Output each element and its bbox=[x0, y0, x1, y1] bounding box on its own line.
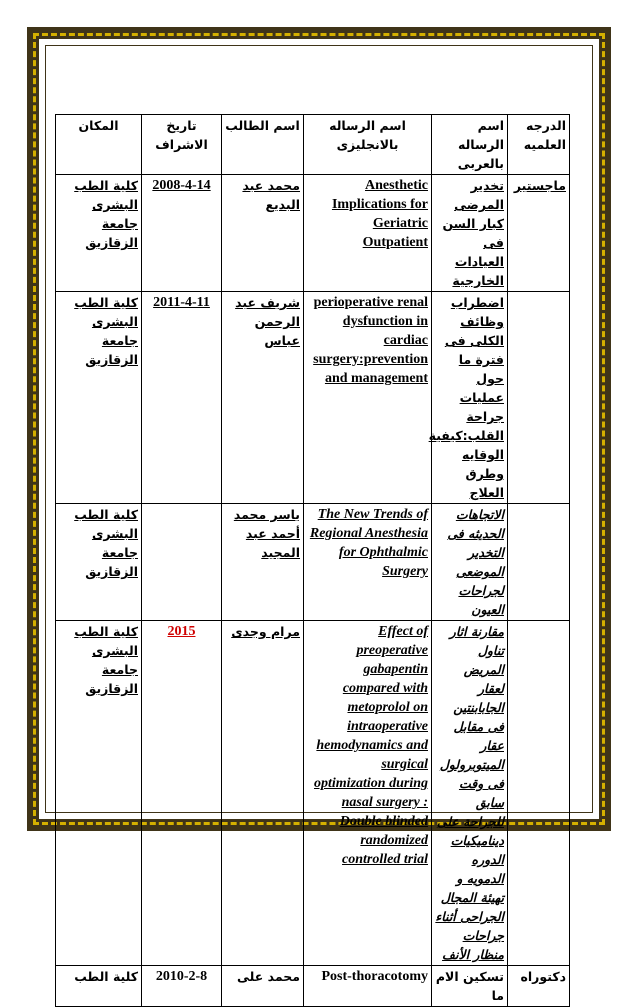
cell-date: 2015 bbox=[142, 621, 222, 966]
cell-degree bbox=[508, 621, 570, 966]
cell-date: 2008-4-14 bbox=[142, 175, 222, 292]
cell-date: 2010-2-8 bbox=[142, 966, 222, 1007]
table-row bbox=[56, 621, 570, 966]
cell-title-en: Post-thoracotomy bbox=[304, 966, 432, 1007]
cell-title-ar: تسكين الام ما bbox=[432, 966, 508, 1007]
cell-date: 2011-4-11 bbox=[142, 292, 222, 504]
cell-student: محمد على bbox=[222, 966, 304, 1007]
cell-title-ar: مقارنة اثار تناول المريض لعقار الجابابنتين فى مقابل عقار الميتوبرولول فى وقت سابق للجراحة على ديناميكيات الدوره الدمويه و تهيئة المجال الجراحى أثناء جراحات منظار الأنف bbox=[432, 621, 508, 966]
cell-student: شريف عبد الرحمن عباس bbox=[222, 292, 304, 504]
header-degree: الدرجه العلميه bbox=[508, 115, 570, 175]
cell-place: كلية الطب البشرى جامعة الزقازيق bbox=[56, 175, 142, 292]
table-row bbox=[56, 292, 570, 504]
cell-degree bbox=[508, 504, 570, 621]
cell-degree bbox=[508, 292, 570, 504]
cell-title-ar: الاتجاهات الحديثه فى التخدير الموضعى لجراحات العيون bbox=[432, 504, 508, 621]
cell-title-en: The New Trends of Regional Anesthesia for Ophthalmic Surgery bbox=[304, 504, 432, 621]
cell-degree: ماجستير bbox=[508, 175, 570, 292]
table-row bbox=[56, 504, 570, 621]
cell-title-en: Anesthetic Implications for Geriatric Outpatient bbox=[304, 175, 432, 292]
cell-place: كلية الطب البشرى جامعة الزقازيق bbox=[56, 292, 142, 504]
header-place: المكان bbox=[56, 115, 142, 175]
cell-student: محمد عبد البديع bbox=[222, 175, 304, 292]
cell-title-en: Effect of preoperative gabapentin compared with metoprolol on intraoperative hemodynamics and surgical optimization during nasal surgery : Double blinded randomized controlled trial bbox=[304, 621, 432, 966]
cell-place: كلية الطب bbox=[56, 966, 142, 1007]
table-row bbox=[56, 175, 570, 292]
cell-student: ياسر محمد أحمد عبد المجيد bbox=[222, 504, 304, 621]
header-row bbox=[56, 115, 570, 175]
cell-place: كلية الطب البشرى جامعة الزقازيق bbox=[56, 621, 142, 966]
cell-title-ar: تخدير المرضى كبار السن فى العيادات الخارجية bbox=[432, 175, 508, 292]
cell-title-ar: اضطراب وظائف الكلى فى فترة ما حول عمليات جراحة القلب:كيفية الوقايه وطرق العلاج bbox=[432, 292, 508, 504]
cell-place: كلية الطب البشرى جامعة الزقازيق bbox=[56, 504, 142, 621]
header-title-en: اسم الرساله بالانجليزى bbox=[304, 115, 432, 175]
header-date: تاريخ الاشراف bbox=[142, 115, 222, 175]
cell-date bbox=[142, 504, 222, 621]
cell-title-en: perioperative renal dysfunction in cardiac surgery:prevention and management bbox=[304, 292, 432, 504]
cell-student: مرام وجدى bbox=[222, 621, 304, 966]
header-student: اسم الطالب bbox=[222, 115, 304, 175]
theses-table bbox=[55, 114, 570, 1007]
table-row bbox=[56, 966, 570, 1007]
cell-degree: دكتوراه bbox=[508, 966, 570, 1007]
header-title-ar: اسم الرساله بالعربى bbox=[432, 115, 508, 175]
